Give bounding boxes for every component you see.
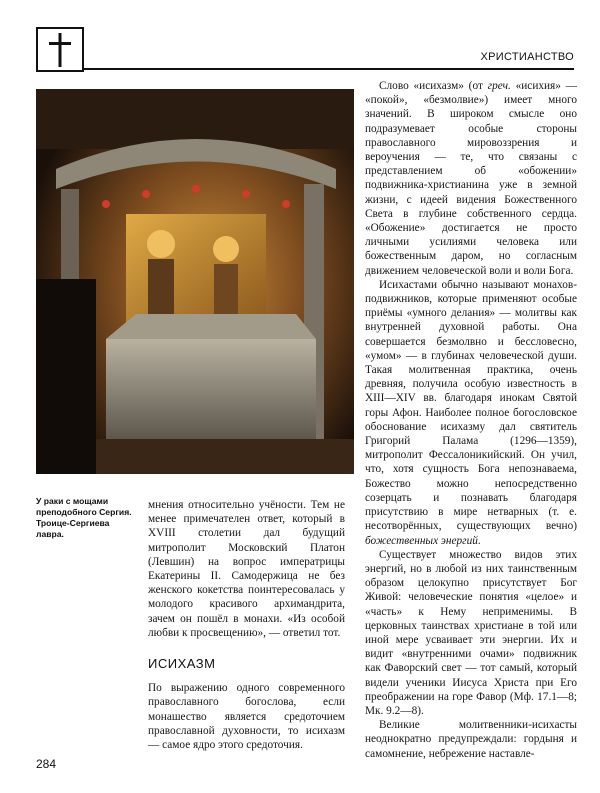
text-column-left xyxy=(148,498,345,752)
paragraph: Великие молитвенники-исихасты неоднократно предупреждали: гордыня и самомнение, небрежение наставле- xyxy=(365,719,577,760)
section-title: ХРИСТИАНСТВО xyxy=(480,51,574,63)
paragraph: Существует множество видов этих энергий, но в любой из них таинственным образом целокупно присутствует Бог Живой: человеческие понятия «целое» и «часть» к Нему неприменимы. В церковных таинствах христиане в той или иной мере усваивает эти энергии. Их и видит «внутренними очами» подвижник как Фаворский свет — тот самый, который видели ученики Иисуса Христа при Его преображении на горе Фавор (Мф. 17.1—8; Мк. 9.2—8). xyxy=(365,548,577,717)
section-heading: ИСИХАЗМ xyxy=(148,656,216,672)
page-number: 284 xyxy=(36,757,57,771)
reliquary-photo xyxy=(36,89,354,474)
text-run: Слово «исихазм» (от xyxy=(379,80,488,92)
text-run: Исихастами обычно называют монахов-подвижников, которые применяют особые приёмы «умного делания» — молитвы как внутренней духовной работы. Она совершается безмолвно и бессловесно, «умом» — в глубинах человеческой души. Такая молитвенная практика, очень древняя, получила особую известность в XIII—XIV вв. благодаря инокам Святой горы Афон. Наиболее полное богословское обоснование исихазму дал святитель Григорий Палама (1296—1359), митрополит Фессалоникийский. Он учил, что, хотя сущность Бога непознаваема, Божество можно непосредственно созерцать и познавать благодаря присутствию в мире нетварных (т. е. несотворённых, существующих вечно) xyxy=(365,278,577,533)
paragraph: По выражению одного современного православного богослова, если монашество является средоточием православной духовности, то исихазм — самое ядро этого средоточия. xyxy=(148,682,345,752)
text-run-italic: греч. xyxy=(487,80,511,92)
text-run-italic: божественных энергий xyxy=(365,534,478,547)
header-rule xyxy=(84,68,574,70)
paragraph: мнения относительно учёности. Тем не менее примечателен ответ, который в XVIII столетии дал будущий митрополит Московский Платон (Левшин) на вопрос императрицы Екатерины II. Самодержица не без женского кокетства поинтересовалась у молодого красивого архимандрита, зачем он пошёл в монахи. «Из особой любви к просвещению», — ответил тот. xyxy=(148,499,345,639)
cross-icon xyxy=(38,29,82,70)
text-column-right xyxy=(365,79,577,761)
cross-logo-box xyxy=(36,27,84,72)
text-run: . xyxy=(477,534,481,547)
text-run: «исихия» — «покой», «безмолвие») имеет много значений. В широком смысле оно подразумевает особые стороны православного мировоззрения и вероучения — те, что связаны с представлением об «обожении» подвижника-христианина уже в земной жизни, с идеей видения Божественного Света в глубине собственного сердца. «Обожение» достигается не просто личными усилиями человека или божественным даром, но согласным движением человеческой воли и воли Бога. xyxy=(365,80,577,277)
photo-caption: У раки с мощами преподобного Сергия. Троице-Сергиева лавра. xyxy=(36,496,132,539)
